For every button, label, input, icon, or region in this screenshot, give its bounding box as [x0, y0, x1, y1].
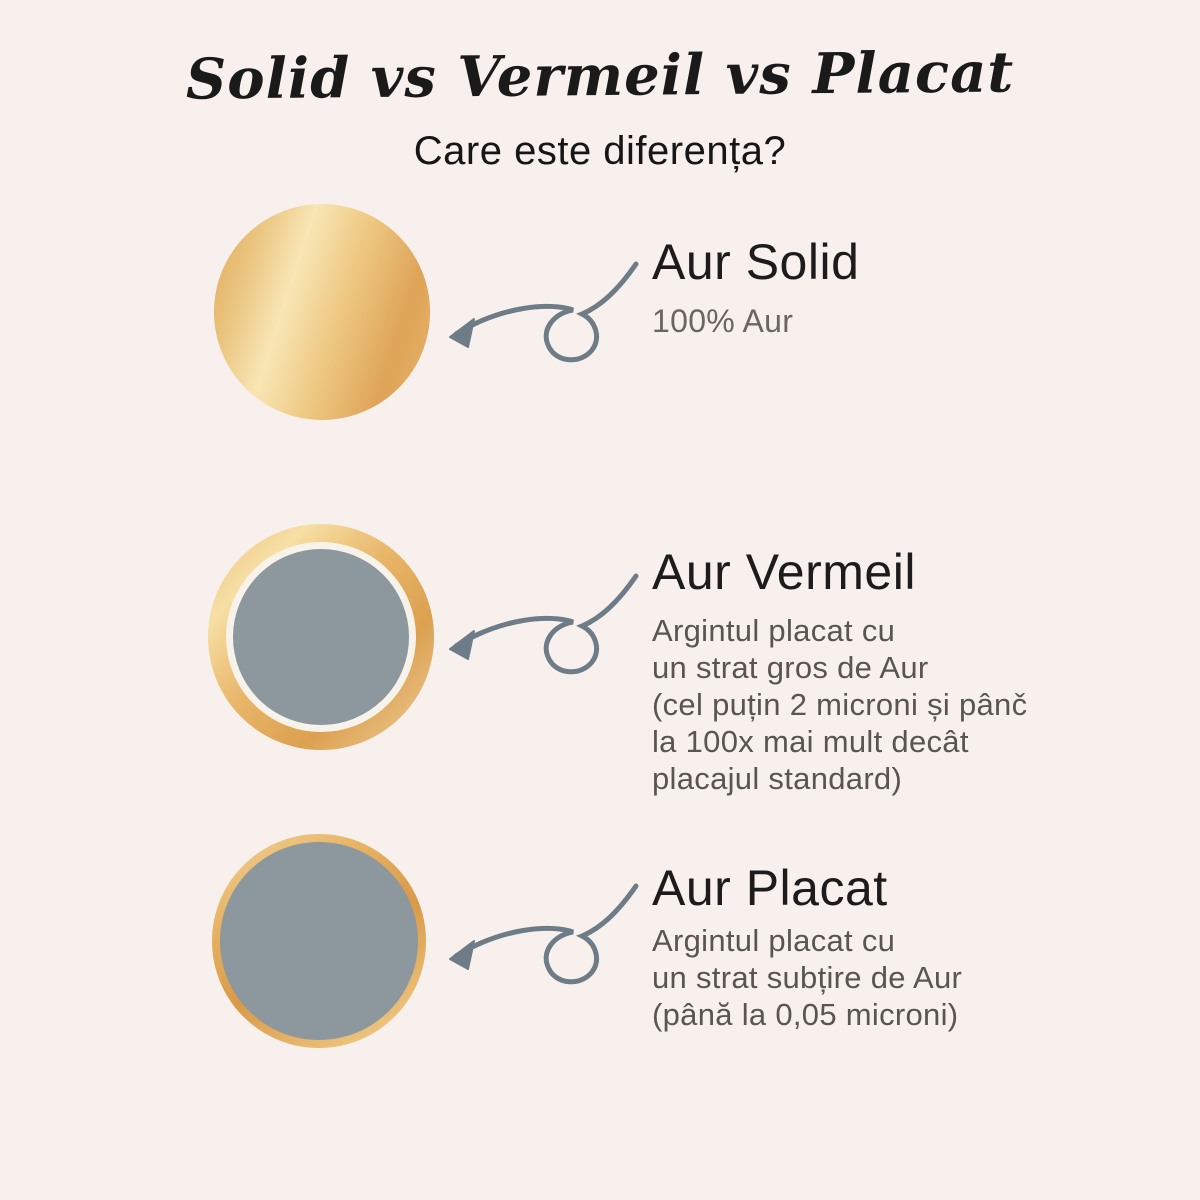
- section-vermeil-description-line: (cel puțin 2 microni și pânč: [652, 687, 1028, 722]
- section-solid: [652, 234, 859, 340]
- curly-arrow-icon: [430, 562, 650, 682]
- page-title: Solid vs Vermeil vs Placat: [185, 39, 1015, 113]
- section-solid-heading: Aur Solid: [652, 234, 860, 290]
- curly-arrow-icon: [430, 250, 650, 370]
- solid-gold-circle: [214, 204, 430, 420]
- vermeil-circle: [208, 524, 434, 750]
- section-solid-description: 100% Aur: [652, 303, 794, 339]
- section-placat-description-line: Argintul placat cu: [652, 923, 896, 958]
- page-subtitle: Care este diferența?: [413, 129, 787, 173]
- section-placat-heading: Aur Placat: [652, 860, 888, 916]
- section-vermeil-description-line: Argintul placat cu: [652, 613, 896, 648]
- section-vermeil-description-line: la 100x mai mult decât: [652, 724, 969, 759]
- vermeil-silver-core: [226, 542, 416, 732]
- section-placat: [652, 860, 962, 1033]
- section-placat-description-line: (până la 0,05 microni): [652, 997, 959, 1032]
- plated-gold-circle: [212, 834, 426, 1048]
- section-placat-description-line: un strat subțire de Aur: [652, 960, 963, 995]
- section-vermeil-description-line: placajul standard): [652, 761, 903, 796]
- curly-arrow-icon: [430, 872, 650, 992]
- section-vermeil-heading: Aur Vermeil: [652, 544, 916, 600]
- section-vermeil-description-line: un strat gros de Aur: [652, 650, 929, 685]
- section-vermeil: [652, 544, 1027, 797]
- plated-silver-core: [220, 842, 418, 1040]
